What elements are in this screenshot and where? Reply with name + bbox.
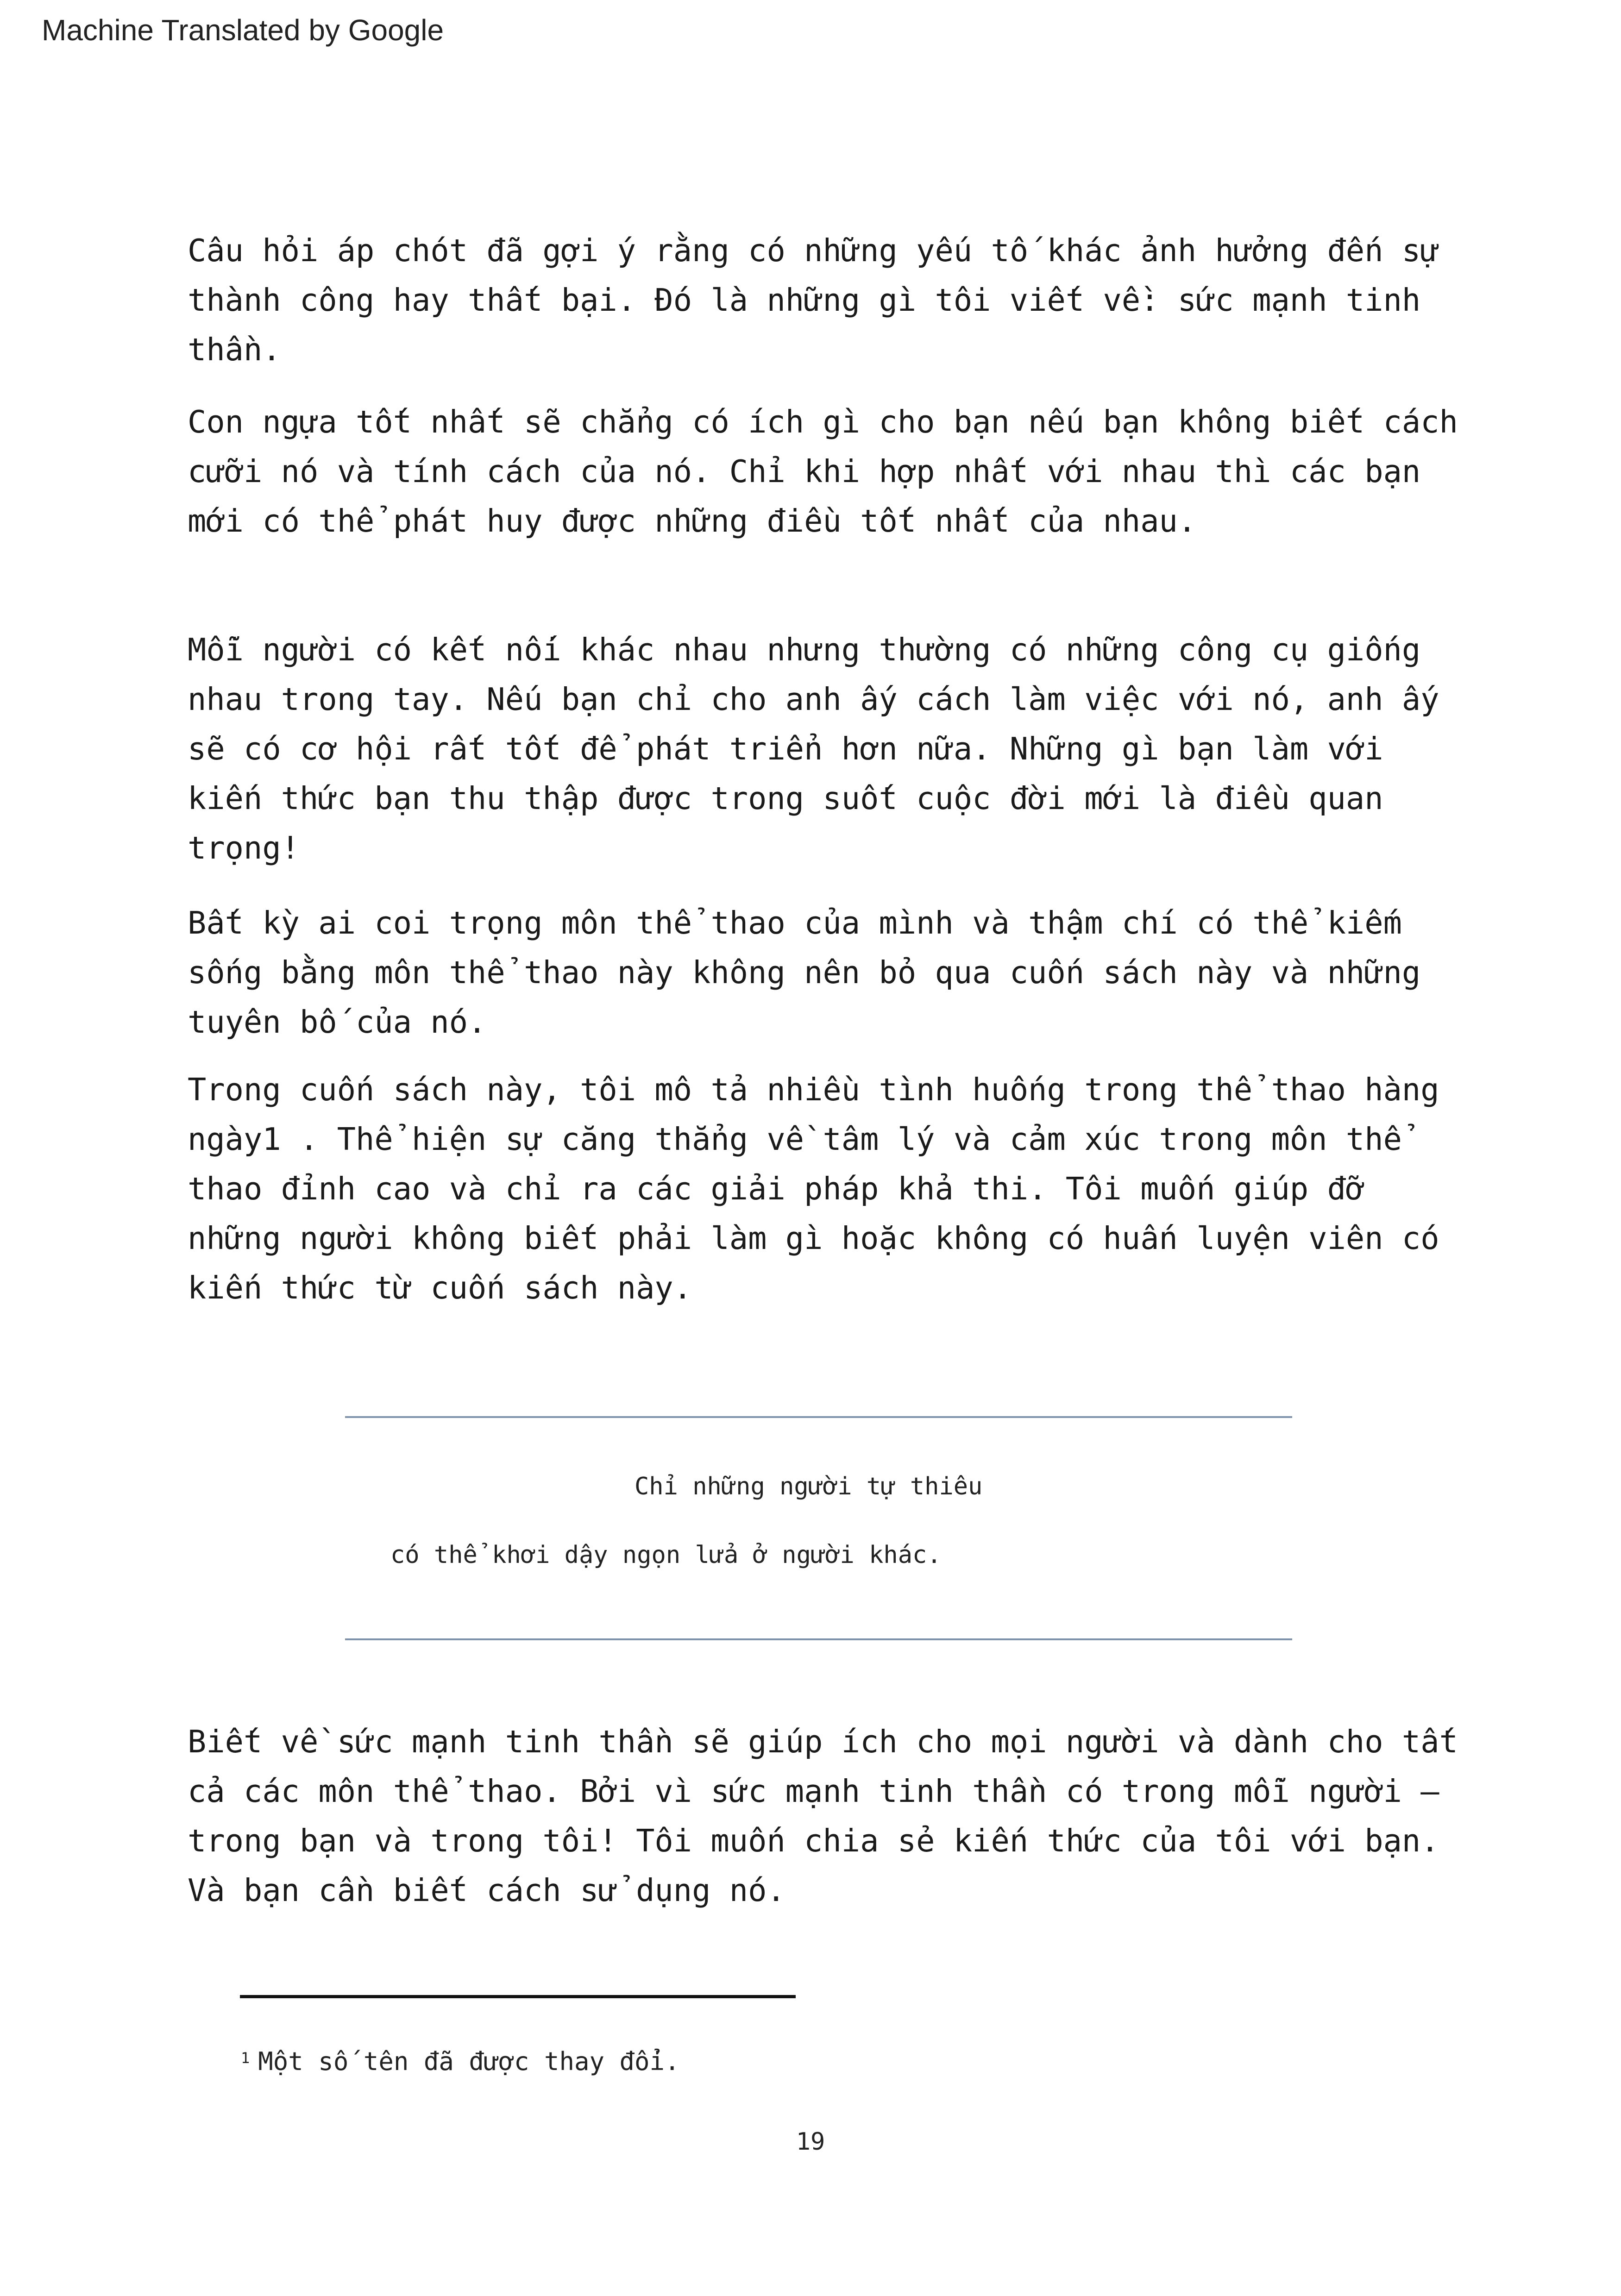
footnote	[241, 2047, 680, 2076]
quote-line-1: Chỉ những người tự thiêu	[635, 1473, 983, 1500]
paragraph-1: Câu hỏi áp chót đã gợi ý rằng có những yếu tố khác ảnh hưởng đến sự thành công hay thất bại. Đó là những gì tôi viết về: sức mạnh tinh thần.	[188, 232, 1439, 368]
paragraph-6: Biết về sức mạnh tinh thần sẽ giúp ích cho mọi người và dành cho tất cả các môn thể thao. Bởi vì sức mạnh tinh thần có trong mỗi người – trong bạn và trong tôi! Tôi muốn chia sẻ kiến thức của tôi với bạn. Và bạn cần biết cách sử dụng nó.	[188, 1724, 1458, 1908]
paragraph-3: Mỗi người có kết nối khác nhau nhưng thường có những công cụ giống nhau trong tay. Nếu bạn chỉ cho anh ấy cách làm việc với nó, anh ấy sẽ có cơ hội rất tốt để phát triển hơn nữa. Những gì bạn làm với kiến thức bạn thu thập được trong suốt cuộc đời mới là điều quan trọng!	[188, 632, 1439, 866]
paragraph-5: Trong cuốn sách này, tôi mô tả nhiều tình huống trong thể thao hàng ngày1 . Thể hiện sự căng thẳng về tâm lý và cảm xúc trong môn thể thao đỉnh cao và chỉ ra các giải pháp khả thi. Tôi muốn giúp đỡ những người không biết phải làm gì hoặc không có huấn luyện viên có kiến thức từ cuốn sách này.	[188, 1072, 1439, 1306]
quote-line-2: có thể khơi dậy ngọn lửa ở người khác.	[390, 1541, 942, 1569]
footnote-marker: 1	[241, 2049, 250, 2067]
footnote-text: Một số tên đã được thay đổi.	[258, 2047, 680, 2076]
page-number: 19	[796, 2128, 825, 2156]
paragraph-4: Bất kỳ ai coi trọng môn thể thao của mình và thậm chí có thể kiếm sống bằng môn thể thao này không nên bỏ qua cuốn sách này và những tuyên bố của nó.	[188, 905, 1421, 1040]
quote-bottom-rule	[345, 1638, 1292, 1640]
quote-top-rule	[345, 1416, 1292, 1418]
machine-translation-banner: Machine Translated by Google	[42, 13, 444, 47]
paragraph-2: Con ngựa tốt nhất sẽ chẳng có ích gì cho bạn nếu bạn không biết cách cưỡi nó và tính cách của nó. Chỉ khi hợp nhất với nhau thì các bạn mới có thể phát huy được những điều tốt nhất của nhau.	[188, 404, 1458, 539]
footnote-separator	[240, 1995, 796, 1998]
